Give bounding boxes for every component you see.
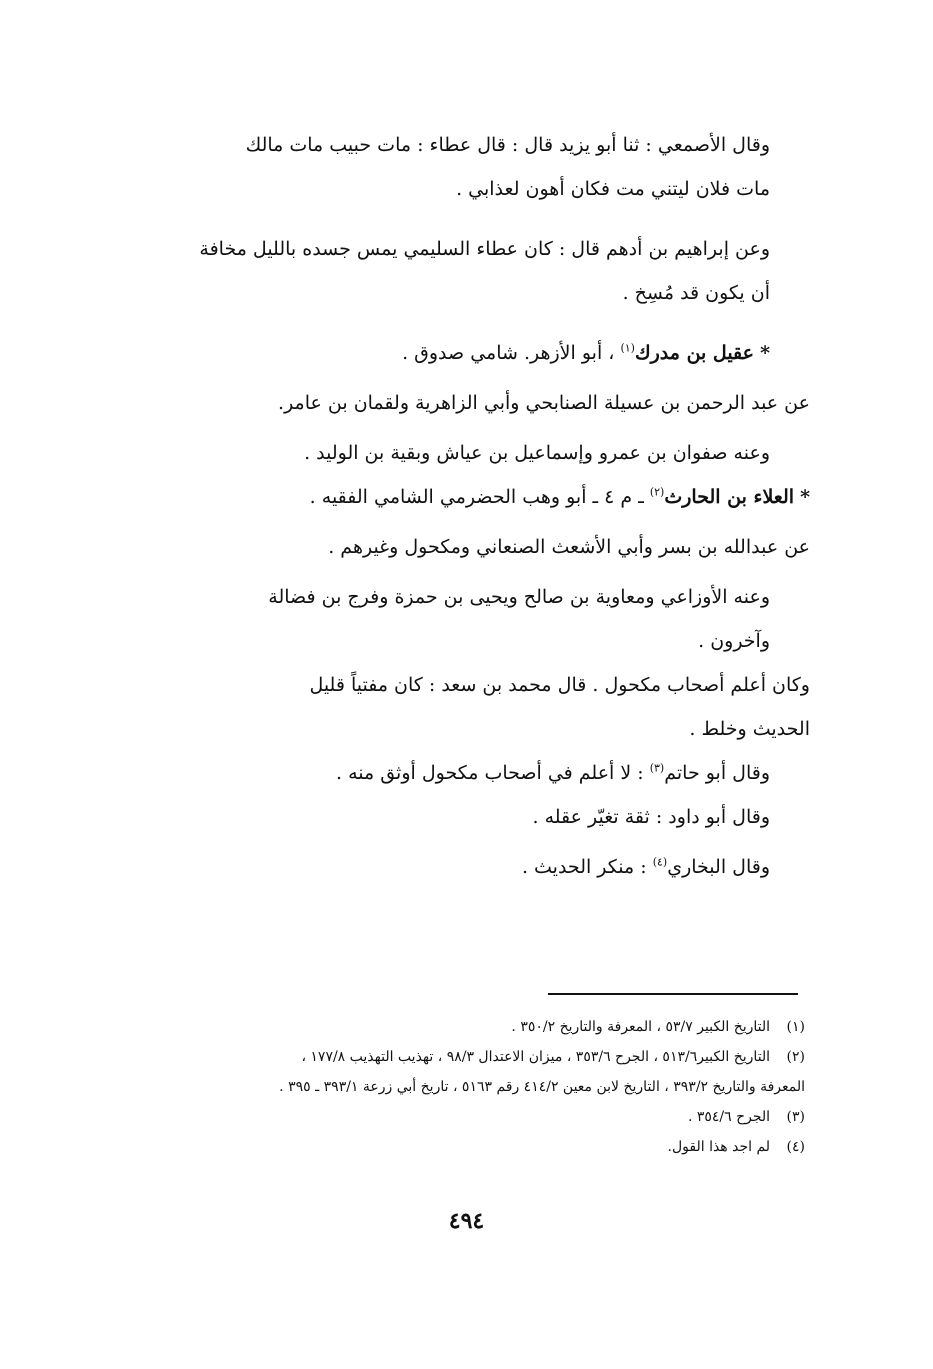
footnote-1 [135,1012,805,1042]
main-text [125,123,810,889]
entry-aqil [125,331,810,375]
paragraph-ibrahim-line1: وعن إبراهيم بن أدهم قال : كان عطاء السليمي يمس جسده بالليل مخافة [199,238,770,260]
footnote-text: الجرح ٣٥٤/٦ . [687,1109,771,1125]
paragraph-ibrahim [125,227,810,315]
paragraph-asmai-line2: مات فلان ليتني مت فكان أهون لعذابي . [456,178,770,200]
footnote-number: (٢) [786,1049,805,1065]
footnote-text: التاريخ الكبير٥١٣/٦ ، الجرح ٣٥٣/٦ ، ميزان الاعتدال ٩٨/٣ ، تهذيب التهذيب ١٧٧/٨ ، [301,1049,771,1065]
paragraph-bukhari: وقال البخاري$^{(٤)}$ : منكر الحديث . [521,855,770,878]
footnote-text: لم اجد هذا القول. [667,1139,771,1155]
footnote-2 [135,1042,805,1072]
footnote-ref: (١) [620,341,635,355]
paragraph-asmai [125,123,810,211]
entry-star: * [800,486,810,508]
paragraph-abu-dawud: وقال أبو داود : ثقة تغيّر عقله . [532,806,770,828]
footnote-ref: (٣) [649,761,665,775]
paragraph-ibn-saad [125,663,810,751]
footnote-number: (١) [786,1019,805,1035]
footnote-2-continued: المعرفة والتاريخ ٣٩٣/٢ ، التاريخ لابن معين ٤١٤/٢ رقم ٥١٦٣ ، تاريخ أبي زرعة ٣٩٣/١ ـ ٣٩٥ . [279,1079,805,1095]
paragraph-asmai-line1: وقال الأصمعي : ثنا أبو يزيد قال : قال عطاء : مات حبيب مات مالك [245,134,770,156]
entry-name: عقيل بن مدرك [634,342,755,364]
footnotes [135,1012,805,1162]
footnote-4 [135,1132,805,1162]
paragraph-narrators: وعنه صفوان بن عمرو وإسماعيل بن عياش وبقية بن الوليد . [304,442,770,464]
paragraph-students-line2: وآخرون . [698,630,770,652]
entry-details: ، أبو الأزهر. شامي صدوق . [402,342,615,364]
paragraph-students [125,575,810,663]
footnote-number: (٤) [786,1139,805,1155]
page-number: ٤٩٤ [448,1208,485,1234]
footnote-3 [135,1102,805,1132]
paragraph-teachers: عن عبدالله بن بسر وأبي الأشعث الصنعاني ومكحول وغيرهم . [328,536,810,558]
entry-details: ـ م ٤ ـ أبو وهب الحضرمي الشامي الفقيه . [309,486,644,508]
entry-ala [125,475,810,519]
paragraph-narrated-from: عن عبد الرحمن بن عسيلة الصنابحي وأبي الزاهرية ولقمان بن عامر. [278,392,810,414]
entry-star: * [760,342,770,364]
paragraph-abu-hatim: وقال أبو حاتم$^{(٣)}$ : لا أعلم في أصحاب مكحول أوثق منه . [336,761,770,784]
footnote-text: التاريخ الكبير ٥٣/٧ ، المعرفة والتاريخ ٣٥٠/٢ . [511,1019,771,1035]
footnote-number: (٣) [786,1109,805,1125]
footnote-ref: (٢) [649,485,665,499]
paragraph-ibrahim-line2: أن يكون قد مُسِخ . [622,282,770,304]
paragraph-ibn-saad-line1: وكان أعلم أصحاب مكحول . قال محمد بن سعد : كان مفتياً قليل [309,674,810,696]
paragraph-students-line1: وعنه الأوزاعي ومعاوية بن صالح ويحيى بن حمزة وفرج بن فضالة [268,586,770,608]
footnote-separator [548,993,798,995]
paragraph-ibn-saad-line2: الحديث وخلط . [689,718,810,740]
footnote-ref: (٤) [652,855,668,869]
entry-name: العلاء بن الحارث [664,486,795,508]
